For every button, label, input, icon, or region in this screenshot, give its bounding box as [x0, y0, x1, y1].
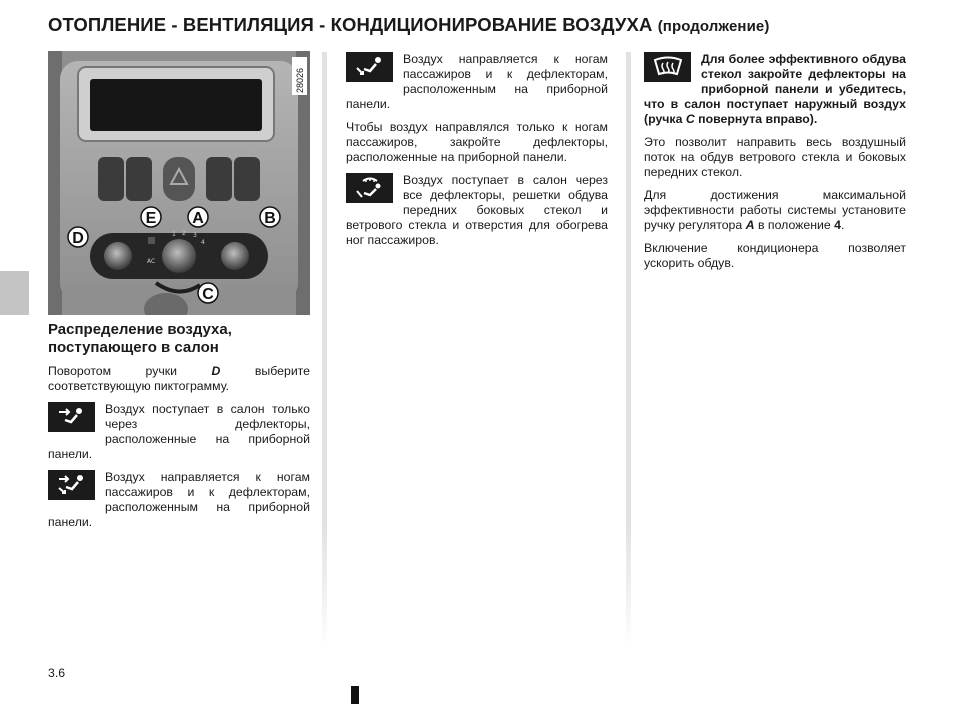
column-divider	[626, 52, 631, 648]
figure-ref-number: 28026	[295, 67, 305, 93]
svg-text:B: B	[264, 210, 276, 227]
page-marker	[351, 686, 359, 704]
list-item: Воздух направляется к ногам пассажиров и к дефлекторам, расположенным на приборной панели.	[346, 52, 608, 111]
dial-mark: 2	[182, 230, 186, 237]
switch-button	[206, 157, 232, 201]
title-main: ОТОПЛЕНИЕ - ВЕНТИЛЯЦИЯ - КОНДИЦИОНИРОВАНИЕ ВОЗДУХА	[48, 14, 653, 35]
windshield-defrost-icon	[644, 52, 691, 82]
switch-button	[126, 157, 152, 201]
svg-text:D: D	[72, 230, 84, 247]
dial-mark: 3	[193, 232, 197, 239]
handle-c-ref: C	[685, 112, 695, 126]
handle-a-ref: A	[745, 218, 755, 232]
dial-mark: 1	[172, 231, 176, 238]
page-number: 3.6	[48, 666, 66, 680]
ac-label: AC	[147, 258, 156, 265]
paragraph: Чтобы воздух направлялся только к ногам пассажиров, закройте дефлекторы, расположенные на приборной панели.	[346, 120, 608, 164]
column-1	[48, 321, 310, 538]
display-screen	[90, 79, 262, 131]
ac-button	[148, 237, 155, 244]
section-tab	[0, 271, 29, 315]
svg-text:C: C	[202, 286, 214, 303]
dashboard-photo	[48, 51, 310, 315]
dashboard-illustration	[48, 51, 310, 315]
paragraph: Включение кондиционера позволяет ускорить обдув.	[644, 241, 906, 270]
dial-mark: 4	[201, 239, 205, 246]
defrost-feet-icon	[346, 173, 393, 203]
list-item: Для более эффективного обдува стекол закройте дефлекторы на приборной панели и убедитесь, что в салон поступает наружный воздух (ручка C повернута вправо).	[644, 52, 906, 126]
knob-d	[104, 242, 132, 270]
section-heading: Распределение воздуха, поступающего в салон	[48, 321, 232, 356]
switch-button	[234, 157, 260, 201]
list-item: Воздух поступает в салон только через дефлекторы, расположенные на приборной панели.	[48, 402, 310, 461]
feet-vent-icon	[346, 52, 393, 82]
knob-a	[162, 239, 196, 273]
position-value: 4	[834, 218, 841, 232]
paragraph: Для достижения максимальной эффективности работы системы установите ручку регулятора A в положение 4.	[644, 188, 906, 232]
title-suffix: (продолжение)	[657, 18, 770, 35]
knob-b	[221, 242, 249, 270]
column-3	[644, 52, 906, 279]
column-divider	[322, 52, 327, 648]
hazard-button	[163, 157, 195, 201]
face-vent-icon	[48, 402, 95, 432]
list-item: Воздух поступает в салон через все дефлекторы, решетки обдува передних боковых стекол и ветрового стекла и отверстия для обогрева ног пассажиров.	[346, 173, 608, 247]
list-item: Воздух направляется к ногам пассажиров и к дефлекторам, расположенным на приборной панели.	[48, 470, 310, 529]
switch-button	[98, 157, 124, 201]
face-feet-vent-icon	[48, 470, 95, 500]
page-title	[48, 14, 938, 36]
handle-d-ref: D	[211, 364, 221, 378]
svg-text:E: E	[145, 210, 157, 227]
paragraph: Это позволит направить весь воздушный поток на обдув ветрового стекла и боковых передних стекол.	[644, 135, 906, 179]
column-2	[346, 52, 608, 256]
intro-paragraph: Поворотом ручки D выберите соответствующую пиктограмму.	[48, 364, 311, 393]
svg-text:A: A	[192, 210, 204, 227]
